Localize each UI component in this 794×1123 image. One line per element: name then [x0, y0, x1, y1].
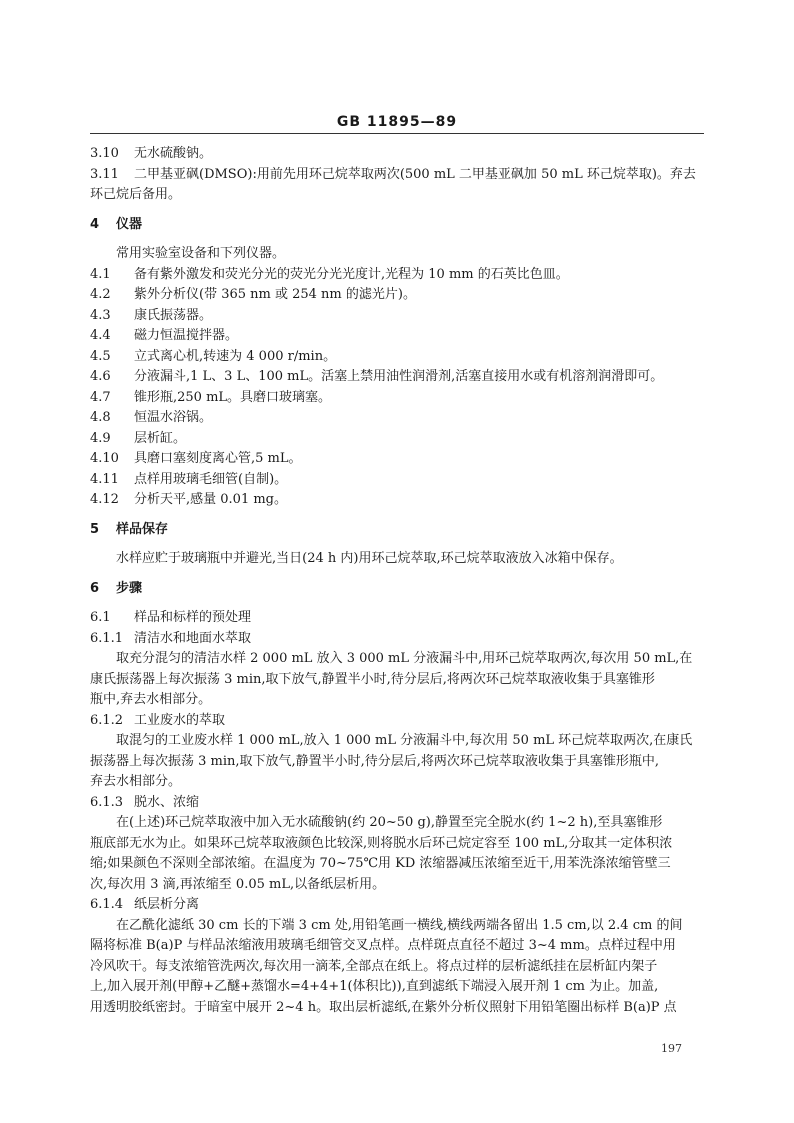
clause-number: 4.3: [90, 307, 111, 323]
paragraph-line: 弃去水相部分。: [90, 774, 182, 789]
clause-6-1-1: [90, 629, 704, 650]
clause-text: 分液漏斗,1 L、3 L、100 mL。活塞上禁用油性润滑剂,活塞直接用水或有机溶剂润滑即可。: [134, 369, 664, 384]
clause-number: 6.1.3: [90, 794, 124, 810]
paragraph-line: 在(上述)环己烷萃取液中加入无水硫酸钠(约 20~50 g),静置至完全脱水(约 1~2 h),至具塞锥形: [116, 815, 663, 830]
paragraph-line: 瓶底部无水为止。如果环己烷萃取液颜色比较深,则将脱水后环己烷定容至 100 mL,分取其一定体积浓: [90, 835, 673, 851]
clause-text: 纸层析分离: [134, 897, 200, 912]
page-number: 197: [661, 1042, 682, 1055]
clause-number: 3.10: [90, 146, 119, 161]
paragraph-line: 隔将标准 B(a)P 与样品浓缩液用玻璃毛细管交叉点样。点样斑点直径不超过 3~4 mm。点样过程中用: [90, 938, 676, 953]
clause-number: 4.1: [90, 266, 111, 282]
paragraph-line: 取混匀的工业废水样 1 000 mL,放入 1 000 mL 分液漏斗中,每次用 50 mL 环己烷萃取两次,在康氏: [116, 733, 693, 748]
clause-3-11-continued: 环己烷后备用。: [90, 187, 182, 202]
clause-number: 6.1: [90, 610, 111, 625]
section-title: 仪器: [116, 216, 143, 232]
paragraph-line: 瓶中,弃去水相部分。: [90, 692, 212, 707]
section-number: 5: [90, 521, 100, 537]
paragraph-line: 在乙酰化滤纸 30 cm 长的下端 3 cm 处,用铅笔画一横线,横线两端各留出 1.5 cm,以 2.4 cm 的间: [116, 917, 683, 933]
clause-number: 4.5: [90, 348, 111, 364]
clause-4-12: [90, 490, 704, 511]
document-body: [90, 144, 704, 1018]
clause-4-9: [90, 429, 704, 450]
section-4-intro: 常用实验室设备和下列仪器。: [116, 246, 286, 261]
clause-text: 具磨口塞刻度离心管,5 mL。: [134, 451, 302, 466]
paragraph-line: 上,加入展开剂(甲醇+乙醚+蒸馏水=4+4+1(体积比)),直到滤纸下端浸入展开剂 1 cm 为止。加盖,: [90, 979, 659, 994]
clause-text: 立式离心机,转速为 4 000 r/min。: [134, 348, 337, 364]
clause-6-1-4: [90, 895, 704, 916]
clause-number: 6.1.2: [90, 712, 124, 728]
section-5-heading: [90, 520, 704, 541]
clause-6-1: [90, 608, 704, 629]
clause-text: 脱水、浓缩: [134, 794, 200, 810]
clause-4-6: [90, 367, 704, 388]
clause-number: 6.1.1: [90, 630, 124, 646]
clause-text: 层析缸。: [134, 430, 187, 446]
clause-4-1: [90, 265, 704, 286]
section-number: 4: [90, 216, 100, 232]
clause-text: 分析天平,感量 0.01 mg。: [134, 492, 287, 507]
clause-4-8: [90, 408, 704, 429]
clause-number: 4.9: [90, 430, 111, 446]
clause-text: 恒温水浴锅。: [134, 410, 213, 425]
clause-6-1-3: [90, 793, 704, 814]
clause-text: 备有紫外激发和荧光分光的荧光分光光度计,光程为 10 mm 的石英比色皿。: [134, 266, 569, 282]
paragraph-line: 振荡器上每次振荡 3 min,取下放气,静置半小时,待分层后,将两次环己烷萃取液收集于具塞锥形瓶中,: [90, 753, 660, 769]
clause-text: 无水硫酸钠。: [134, 146, 213, 161]
paragraph-line: 冷风吹干。每支浓缩管洗两次,每次用一滴苯,全部点在纸上。将点过样的层析滤纸挂在层析缸内架子: [90, 958, 658, 974]
header-rule: [90, 133, 704, 134]
section-title: 样品保存: [116, 521, 169, 537]
paragraph-line: 缩;如果颜色不深则全部浓缩。在温度为 70~75℃用 KD 浓缩器减压浓缩至近干,用苯洗涤浓缩管壁三: [90, 856, 671, 871]
standard-number-header: GB 11895—89: [336, 114, 458, 130]
paragraph-line: 次,每次用 3 滴,再浓缩至 0.05 mL,以备纸层析用。: [90, 876, 386, 892]
paragraph-line: 康氏振荡器上每次振荡 3 min,取下放气,静置半小时,待分层后,将两次环己烷萃取液收集于具塞锥形: [90, 671, 655, 687]
section-number: 6: [90, 580, 100, 596]
clause-4-3: [90, 306, 704, 327]
clause-4-5: [90, 347, 704, 368]
clause-text: 点样用玻璃毛细管(自制)。: [134, 471, 288, 487]
clause-number: 4.4: [90, 328, 111, 343]
clause-text: 磁力恒温搅拌器。: [134, 328, 239, 343]
paragraph-line: 用透明胶纸密封。于暗室中展开 2~4 h。取出层析滤纸,在紫外分析仪照射下用铅笔圈出标样 B(a)P 点: [90, 999, 677, 1015]
clause-4-2: [90, 285, 704, 306]
clause-text: 康氏振荡器。: [134, 307, 213, 323]
clause-number: 4.12: [90, 492, 119, 507]
clause-number: 3.11: [90, 166, 119, 182]
clause-text: 工业废水的萃取: [134, 712, 226, 728]
section-6-heading: [90, 579, 704, 600]
clause-4-11: [90, 470, 704, 491]
clause-number: 4.7: [90, 389, 111, 405]
clause-number: 4.11: [90, 471, 119, 487]
clause-4-7: [90, 388, 704, 409]
section-4-heading: [90, 215, 704, 236]
clause-text: 清洁水和地面水萃取: [134, 630, 252, 646]
clause-3-10: [90, 144, 704, 165]
section-title: 步骤: [116, 580, 143, 596]
clause-4-10: [90, 449, 704, 470]
clause-number: 4.2: [90, 287, 111, 302]
clause-4-4: [90, 326, 704, 347]
clause-text: 二甲基亚砜(DMSO):用前先用环己烷萃取两次(500 mL 二甲基亚砜加 50 mL 环己烷萃取)。弃去: [134, 166, 696, 182]
clause-number: 4.8: [90, 410, 111, 425]
clause-text: 样品和标样的预处理: [134, 610, 252, 625]
clause-6-1-2: [90, 711, 704, 732]
clause-number: 4.10: [90, 451, 119, 466]
clause-3-11: [90, 165, 704, 186]
clause-number: 6.1.4: [90, 897, 124, 912]
section-5-text: 水样应贮于玻璃瓶中并避光,当日(24 h 内)用环己烷萃取,环己烷萃取液放入冰箱中保存。: [116, 551, 623, 566]
clause-text: 锥形瓶,250 mL。具磨口玻璃塞。: [134, 389, 332, 405]
clause-number: 4.6: [90, 369, 111, 384]
clause-text: 紫外分析仪(带 365 nm 或 254 nm 的滤光片)。: [134, 287, 416, 302]
paragraph-line: 取充分混匀的清洁水样 2 000 mL 放入 3 000 mL 分液漏斗中,用环己烷萃取两次,每次用 50 mL,在: [116, 651, 693, 666]
